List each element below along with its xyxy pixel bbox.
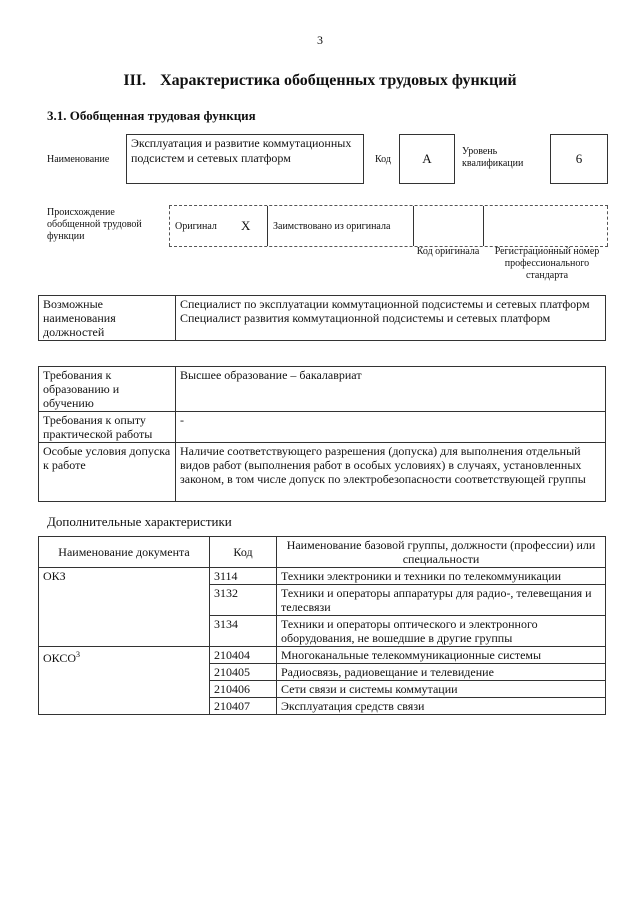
table-row xyxy=(39,296,606,341)
name-cell: Техники электроники и техники по телекоммуникации xyxy=(277,568,606,585)
origin-divider xyxy=(483,206,484,246)
positions-label: Возможные наименования должностей xyxy=(39,296,176,341)
positions-values xyxy=(176,296,606,341)
header-name: Наименование базовой группы, должности (профессии) или специальности xyxy=(277,537,606,568)
reg-number-caption: Регистрационный номер профессионального стандарта xyxy=(494,246,600,281)
code-cell: 3132 xyxy=(210,585,277,616)
req-label: Особые условия допуска к работе xyxy=(39,443,176,502)
origin-divider xyxy=(169,206,170,246)
name-label: Наименование xyxy=(47,154,110,165)
level-box: 6 xyxy=(550,134,608,184)
code-original-caption: Код оригинала xyxy=(416,246,480,257)
req-value: - xyxy=(176,412,606,443)
footnote-ref: 3 xyxy=(76,650,81,659)
header-code: Код xyxy=(210,537,277,568)
name-cell: Радиосвязь, радиовещание и телевидение xyxy=(277,664,606,681)
origin-divider xyxy=(413,206,414,246)
code-box: A xyxy=(399,134,455,184)
table-row xyxy=(39,412,606,443)
position-line: Специалист по эксплуатации коммутационной подсистемы и сетевых платформ xyxy=(180,297,590,311)
req-label: Требования к опыту практической работы xyxy=(39,412,176,443)
origin-label: Происхождение обобщенной трудовой функции xyxy=(47,207,142,242)
original-label: Оригинал xyxy=(175,221,217,232)
doc-okz: ОКЗ xyxy=(39,568,210,647)
section-number: III. xyxy=(123,72,147,89)
origin-row xyxy=(169,205,608,247)
level-label: Уровень квалификации xyxy=(462,146,524,169)
req-value: Высшее образование – бакалавриат xyxy=(176,367,606,412)
doc-okso-name: ОКСО xyxy=(43,651,77,665)
function-name-box: Эксплуатация и развитие коммутационных подсистем и сетевых платформ xyxy=(126,134,364,184)
table-row xyxy=(39,568,606,585)
section-title-text: Характеристика обобщенных трудовых функций xyxy=(160,72,517,89)
code-label: Код xyxy=(375,154,391,165)
name-cell: Эксплуатация средств связи xyxy=(277,698,606,715)
table-row xyxy=(39,367,606,412)
subsection-title: 3.1. Обобщенная трудовая функция xyxy=(47,108,256,123)
req-label: Требования к образованию и обучению xyxy=(39,367,176,412)
position-line: Специалист развития коммутационной подсистемы и сетевых платформ xyxy=(180,311,551,325)
name-cell: Техники и операторы аппаратуры для радио-, телевещания и телесвязи xyxy=(277,585,606,616)
requirements-table xyxy=(38,366,606,502)
code-cell: 3134 xyxy=(210,616,277,647)
origin-divider xyxy=(267,206,268,246)
additional-table xyxy=(38,536,606,715)
name-cell: Техники и операторы оптического и электронного оборудования, не вошедшие в другие группы xyxy=(277,616,606,647)
positions-table xyxy=(38,295,606,341)
page-number: 3 xyxy=(317,33,323,47)
additional-title: Дополнительные характеристики xyxy=(47,514,232,529)
req-value: Наличие соответствующего разрешения (допуска) для выполнения отдельный видов работ (выполнения работ в особых условиях) в случаях, установленных законом, в том числе допуск по электробезопасности соответствующей группы xyxy=(176,443,606,502)
code-cell: 210404 xyxy=(210,647,277,664)
table-row xyxy=(39,647,606,664)
code-cell: 210406 xyxy=(210,681,277,698)
name-cell: Сети связи и системы коммутации xyxy=(277,681,606,698)
header-document: Наименование документа xyxy=(39,537,210,568)
code-cell: 210405 xyxy=(210,664,277,681)
doc-okso xyxy=(39,647,210,715)
table-header-row xyxy=(39,537,606,568)
code-cell: 210407 xyxy=(210,698,277,715)
name-cell: Многоканальные телекоммуникационные системы xyxy=(277,647,606,664)
borrowed-label: Заимствовано из оригинала xyxy=(273,221,391,232)
code-cell: 3114 xyxy=(210,568,277,585)
origin-divider xyxy=(607,206,608,246)
table-row xyxy=(39,443,606,502)
section-title xyxy=(0,72,640,90)
original-mark: X xyxy=(241,218,251,233)
